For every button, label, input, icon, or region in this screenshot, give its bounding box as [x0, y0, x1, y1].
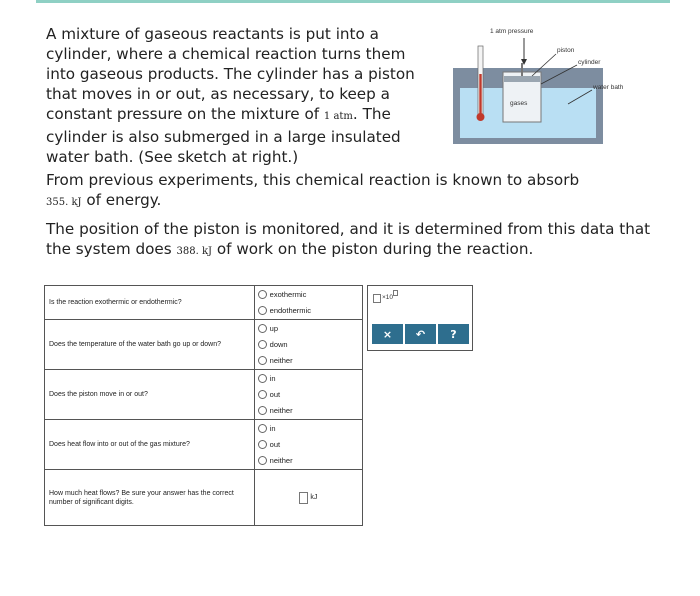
answer-options [254, 370, 362, 420]
answer-cell [254, 470, 362, 526]
question-text: Does heat flow into or out of the gas mixture? [45, 420, 255, 470]
option-neither[interactable] [255, 403, 362, 419]
option-label: in [269, 424, 276, 433]
question-table [44, 285, 363, 526]
answer-options [254, 320, 362, 370]
sci-notation-label: ×10 [382, 294, 394, 301]
option-label: endothermic [269, 306, 311, 315]
option-label: exothermic [269, 290, 307, 299]
option-down[interactable] [255, 337, 362, 353]
answer-toolbox [367, 285, 473, 351]
question-text: Does the piston move in or out? [45, 370, 255, 420]
option-label: in [269, 374, 276, 383]
radio-button[interactable] [258, 374, 267, 383]
radio-button[interactable] [258, 356, 267, 365]
clear-button[interactable]: × [372, 324, 403, 344]
option-label: out [269, 390, 281, 399]
answer-unit: kJ [310, 494, 318, 501]
option-in[interactable] [255, 421, 362, 437]
option-in[interactable] [255, 371, 362, 387]
undo-button[interactable]: ↶ [405, 324, 436, 344]
question-text: Is the reaction exothermic or endothermic? [45, 286, 255, 320]
radio-button[interactable] [258, 340, 267, 349]
option-label: down [269, 340, 288, 349]
absorb-text: From previous experiments, this chemical reaction is known to absorb [46, 171, 580, 189]
option-label: neither [269, 406, 293, 415]
option-label: neither [269, 456, 293, 465]
cylinder-sketch [440, 16, 640, 156]
work-text: The position of the piston is monitored, and it is determined from this data that the system does [46, 220, 651, 258]
question-row [45, 286, 363, 320]
option-out[interactable] [255, 437, 362, 453]
thermometer-bulb [477, 113, 485, 121]
radio-button[interactable] [258, 290, 267, 299]
work-paragraph [46, 219, 666, 262]
exponent-box-icon [393, 290, 398, 296]
option-label: up [269, 324, 279, 333]
problem-intro: A mixture of gaseous reactants is put into a cylinder, where a chemical reaction turns them into gaseous products. The cylinder has a piston that moves in or out, as necessary, to keep a constant pressure on the mixture of [46, 25, 415, 123]
radio-button[interactable] [258, 390, 267, 399]
pressure-value: 1 atm [323, 111, 353, 122]
radio-button[interactable] [258, 440, 267, 449]
radio-button[interactable] [258, 306, 267, 315]
question-row [45, 470, 363, 526]
energy-value: 355. kJ [46, 197, 82, 208]
top-accent-bar [36, 0, 670, 3]
problem-intro-end: . The cylinder is also submerged in a large insulated water bath. (See sketch at right.) [46, 105, 401, 166]
option-neither[interactable] [255, 453, 362, 469]
radio-button[interactable] [258, 456, 267, 465]
work-end: of work on the piston during the reaction. [212, 240, 534, 258]
option-exothermic[interactable] [255, 287, 362, 303]
toolbox-buttons [372, 324, 469, 344]
question-row [45, 370, 363, 420]
absorb-paragraph [46, 170, 646, 213]
water-bath-label: water bath [593, 84, 624, 91]
cylinder-label: cylinder [578, 59, 601, 66]
piston-head [504, 76, 540, 82]
question-text: How much heat flows? Be sure your answer has the correct number of significant digits. [45, 470, 255, 526]
option-up[interactable] [255, 321, 362, 337]
mantissa-box-icon [373, 294, 381, 303]
gases-label: gases [510, 100, 528, 107]
absorb-end: of energy. [81, 191, 162, 209]
work-value: 388. kJ [176, 246, 213, 257]
heat-input[interactable] [299, 492, 308, 504]
problem-text [46, 24, 431, 167]
question-row [45, 320, 363, 370]
sci-notation-button[interactable] [373, 294, 398, 303]
option-label: neither [269, 356, 293, 365]
thermometer-mercury [479, 74, 481, 116]
answer-options [254, 420, 362, 470]
radio-button[interactable] [258, 324, 267, 333]
option-endothermic[interactable] [255, 303, 362, 319]
radio-button[interactable] [258, 424, 267, 433]
option-out[interactable] [255, 387, 362, 403]
answer-options [254, 286, 362, 320]
radio-button[interactable] [258, 406, 267, 415]
question-text: Does the temperature of the water bath go up or down? [45, 320, 255, 370]
piston-label: piston [557, 47, 575, 54]
question-row [45, 420, 363, 470]
pressure-label: 1 atm pressure [490, 28, 534, 35]
option-label: out [269, 440, 281, 449]
heat-answer [255, 492, 362, 504]
option-neither[interactable] [255, 353, 362, 369]
help-button[interactable]: ? [438, 324, 469, 344]
